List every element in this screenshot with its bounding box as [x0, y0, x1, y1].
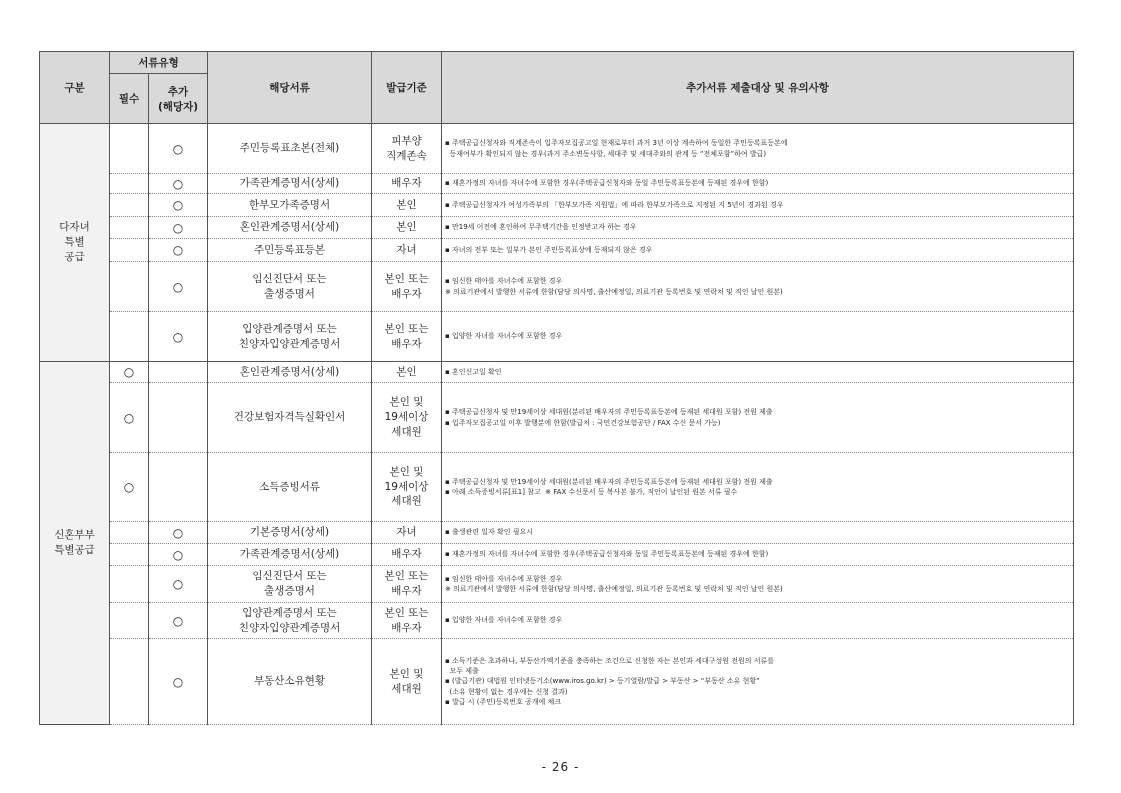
- required-mark: [110, 566, 149, 603]
- additional-mark: [149, 453, 208, 522]
- required-mark: [110, 262, 149, 312]
- required-mark: [110, 544, 149, 566]
- document-name-cell: [208, 194, 372, 217]
- notes-cell: [442, 362, 1074, 383]
- table-row: [40, 383, 1074, 453]
- header-additional-sub: (해당자): [157, 100, 199, 113]
- additional-mark: ○: [149, 262, 208, 312]
- document-name-cell: [208, 312, 372, 362]
- additional-mark: ○: [149, 194, 208, 217]
- document-name: 소득증빙서류: [259, 480, 320, 493]
- document-name: 임신진단서 또는: [252, 570, 327, 583]
- required-mark: [110, 174, 149, 194]
- document-name-cell: [208, 453, 372, 522]
- issuance-basis: 본인 및: [389, 465, 424, 478]
- notes-cell: [442, 194, 1074, 217]
- document-name-cell: [208, 603, 372, 639]
- required-mark: [110, 239, 149, 262]
- issuance-basis-cell: [372, 362, 442, 383]
- issuance-basis-cell: [372, 383, 442, 453]
- issuance-basis: 19세이상: [384, 480, 429, 493]
- document-name: 출생증명서: [264, 585, 315, 597]
- note-line: ▪ 아래 소득증빙서류[표1] 참고 ※ FAX 수신문서 등 복사본 불가, 직인이 날인된 원본 서류 필수: [445, 488, 738, 496]
- additional-mark: ○: [149, 639, 208, 725]
- notes-cell: [442, 124, 1074, 174]
- issuance-basis: 세대원: [391, 425, 422, 438]
- document-name: 임신진단서 또는: [252, 272, 327, 285]
- notes-cell: [442, 639, 1074, 725]
- issuance-basis: 자녀: [396, 526, 417, 539]
- category-line: 신혼부부: [54, 528, 95, 541]
- required-mark: [110, 217, 149, 239]
- header-doc-type: 서류유형: [110, 52, 208, 74]
- note-line: ▪ 임신한 태아를 자녀수에 포함한 경우: [445, 277, 563, 286]
- notes-cell: [442, 312, 1074, 362]
- issuance-basis-cell: [372, 124, 442, 174]
- category-cell: [40, 124, 110, 362]
- note-line: ▪ 임신한 태아를 자녀수에 포함한 경우: [445, 574, 563, 583]
- document-name-cell: [208, 174, 372, 194]
- table-row: [40, 124, 1074, 174]
- document-name-cell: [208, 217, 372, 239]
- notes-cell: [442, 174, 1074, 194]
- category-cell: [40, 362, 110, 725]
- required-mark: [110, 124, 149, 174]
- category-line: 특별: [64, 235, 85, 248]
- document-name: 출생증명서: [264, 287, 315, 300]
- table-row: [40, 312, 1074, 362]
- notes-cell: [442, 603, 1074, 639]
- issuance-basis-cell: [372, 544, 442, 566]
- issuance-basis-cell: [372, 174, 442, 194]
- additional-mark: ○: [149, 544, 208, 566]
- issuance-basis: 본인: [396, 365, 417, 378]
- notes-cell: [442, 217, 1074, 239]
- issuance-basis: 본인 또는: [384, 570, 429, 583]
- additional-mark: ○: [149, 603, 208, 639]
- required-documents-table: [39, 51, 1074, 725]
- additional-mark: ○: [149, 174, 208, 194]
- table-row: [40, 239, 1074, 262]
- issuance-basis-cell: [372, 194, 442, 217]
- document-name-cell: [208, 544, 372, 566]
- table-row: [40, 603, 1074, 639]
- required-mark: ○: [110, 453, 149, 522]
- note-line: ▪ 출생관련 일자 확인 필요시: [445, 528, 534, 537]
- table-row: [40, 639, 1074, 725]
- document-name: 친양자입양관계증명서: [238, 337, 341, 350]
- issuance-basis: 배우자: [391, 585, 422, 597]
- note-line: 모두 제출: [445, 667, 479, 676]
- issuance-basis-cell: [372, 603, 442, 639]
- issuance-basis: 본인 또는: [384, 322, 429, 335]
- document-name-cell: [208, 124, 372, 174]
- table-row: [40, 544, 1074, 566]
- table-row: [40, 174, 1074, 194]
- notes-cell: [442, 262, 1074, 312]
- required-mark: [110, 312, 149, 362]
- document-name: 주민등록표등본: [254, 243, 326, 256]
- note-line: ▪ 주택공급신청자 및 만19세이상 세대원(분리된 배우자의 주민등록표등본에 등재된 세대원 포함) 전원 제출: [445, 477, 773, 486]
- document-name-cell: [208, 239, 372, 262]
- issuance-basis-cell: [372, 453, 442, 522]
- issuance-basis: 본인 또는: [384, 272, 429, 285]
- required-mark: [110, 639, 149, 725]
- document-name-cell: [208, 566, 372, 603]
- issuance-basis: 피부양: [391, 134, 422, 147]
- issuance-basis: 배우자: [391, 177, 422, 190]
- notes-cell: [442, 544, 1074, 566]
- note-line: ▪ 입양한 자녀를 자녀수에 포함한 경우: [445, 616, 563, 625]
- issuance-basis: 배우자: [391, 621, 422, 634]
- additional-mark: [149, 362, 208, 383]
- note-line: ▪ (발급기관) 대법원 인터넷등기소(www.iros.go.kr) > 등기열람/발급 > 부동산 > “부동산 소유 현황”: [445, 677, 760, 686]
- document-name: 친양자입양관계증명서: [238, 621, 341, 634]
- additional-mark: ○: [149, 217, 208, 239]
- issuance-basis: 배우자: [391, 287, 422, 300]
- issuance-basis: 직계존속: [386, 149, 427, 162]
- note-line: ▪ 재혼가정의 자녀를 자녀수에 포함한 경우(주택공급신청자와 동일 주민등록표등본에 등재된 경우에 한함): [445, 179, 769, 188]
- issuance-basis: 본인 또는: [384, 606, 429, 619]
- additional-mark: [149, 383, 208, 453]
- document-name: 가족관계증명서(상세): [239, 177, 340, 190]
- document-name: 부동산소유현황: [254, 675, 326, 688]
- category-line: 특별공급: [54, 544, 95, 556]
- issuance-basis: 본인 및: [389, 396, 424, 409]
- document-name: 혼인관계증명서(상세): [239, 221, 340, 234]
- document-name-cell: [208, 522, 372, 544]
- document-name-cell: [208, 383, 372, 453]
- note-line: ▪ 발급 시 (주민)등록번호 공개에 체크: [445, 697, 562, 706]
- note-line: ▪ 혼인신고일 확인: [445, 367, 502, 376]
- note-line: 등재여부가 확인되지 않는 경우(과거 주소변동사항, 세대주 및 세대주와의 관계 등 “전체포함”하여 발급): [445, 149, 767, 158]
- issuance-basis: 본인: [396, 221, 417, 234]
- header-additional-label: 추가: [167, 85, 189, 98]
- issuance-basis-cell: [372, 639, 442, 725]
- header-basis: 발급기준: [372, 52, 442, 124]
- table-row: [40, 566, 1074, 603]
- notes-cell: [442, 453, 1074, 522]
- issuance-basis: 세대원: [391, 682, 422, 695]
- required-mark: ○: [110, 362, 149, 383]
- document-name: 혼인관계증명서(상세): [239, 365, 340, 378]
- note-line: ▪ 입양한 자녀를 자녀수에 포함한 경우: [445, 332, 563, 341]
- document-name-cell: [208, 639, 372, 725]
- required-mark: [110, 522, 149, 544]
- table-row: [40, 522, 1074, 544]
- additional-mark: ○: [149, 124, 208, 174]
- category-line: 공급: [64, 251, 85, 264]
- header-notes: 추가서류 제출대상 및 유의사항: [442, 52, 1074, 124]
- additional-mark: ○: [149, 312, 208, 362]
- document-name: 입양관계증명서 또는: [242, 322, 337, 335]
- header-additional: [149, 74, 208, 124]
- notes-cell: [442, 239, 1074, 262]
- issuance-basis-cell: [372, 312, 442, 362]
- issuance-basis: 본인 및: [389, 667, 424, 680]
- notes-cell: [442, 383, 1074, 453]
- header-category: 구분: [40, 52, 110, 124]
- document-name: 건강보험자격득실확인서: [233, 411, 346, 424]
- table-body: [40, 124, 1074, 725]
- document-name: 기본증명서(상세): [249, 526, 330, 539]
- additional-mark: ○: [149, 566, 208, 603]
- required-mark: ○: [110, 383, 149, 453]
- table-row: [40, 262, 1074, 312]
- document-name: 주민등록표초본(전체): [239, 142, 340, 155]
- notes-cell: [442, 522, 1074, 544]
- required-mark: [110, 603, 149, 639]
- additional-mark: ○: [149, 239, 208, 262]
- issuance-basis: 본인: [396, 198, 417, 211]
- note-line: ▪ 재혼가정의 자녀를 자녀수에 포함한 경우(주택공급신청자와 동일 주민등록표등본에 등재된 경우에 한함): [445, 550, 769, 559]
- issuance-basis: 19세이상: [384, 411, 429, 424]
- required-mark: [110, 194, 149, 217]
- category-line: 다자녀: [59, 220, 90, 233]
- document-name: 가족관계증명서(상세): [239, 548, 340, 561]
- additional-mark: ○: [149, 522, 208, 544]
- issuance-basis-cell: [372, 217, 442, 239]
- issuance-basis: 배우자: [391, 337, 422, 350]
- table-row: [40, 194, 1074, 217]
- issuance-basis-cell: [372, 239, 442, 262]
- table-row: [40, 217, 1074, 239]
- document-name: 한부모가족증명서: [248, 198, 331, 211]
- document-name: 입양관계증명서 또는: [242, 606, 337, 619]
- note-line: ▪ 입주자모집공고일 이후 발행분에 한함(발급처 : 국민건강보험공단 / FAX 수신 문서 가능): [445, 418, 721, 427]
- document-name-cell: [208, 362, 372, 383]
- issuance-basis-cell: [372, 262, 442, 312]
- issuance-basis: 세대원: [391, 495, 422, 508]
- note-line: ▪ 주택공급신청자 및 만19세이상 세대원(분리된 배우자의 주민등록표등본에 등재된 세대원 포함) 전원 제출: [445, 408, 773, 417]
- issuance-basis-cell: [372, 566, 442, 603]
- note-line: ▪ 만19세 이전에 혼인하여 무주택기간을 인정받고자 하는 경우: [445, 223, 637, 232]
- issuance-basis-cell: [372, 522, 442, 544]
- page-number: - 26 -: [541, 760, 580, 774]
- note-line: ▪ 주택공급신청자와 직계존속이 입주자모집공고일 현재로부터 과거 3년 이상 계속하여 동일한 주민등록표등본에: [445, 139, 788, 148]
- issuance-basis: 자녀: [396, 243, 417, 256]
- note-line: ▪ 소득기준은 초과하나, 부동산가액기준을 충족하는 조건으로 신청한 자는 본인과 세대구성원 전원의 서류를: [445, 657, 774, 666]
- note-line: (소유 현황이 없는 경우에는 신청 결과): [445, 687, 568, 696]
- issuance-basis: 배우자: [391, 548, 422, 561]
- note-line: ※ 의료기관에서 발행한 서류에 한함(담당 의사명, 출산예정일, 의료기관 등록번호 및 연락처 및 직인 날인 원본): [445, 287, 783, 296]
- note-line: ※ 의료기관에서 발행한 서류에 한함(담당 의사명, 출산예정일, 의료기관 등록번호 및 연락처 및 직인 날인 원본): [445, 585, 783, 593]
- header-document: 해당서류: [208, 52, 372, 124]
- table-row: [40, 453, 1074, 522]
- document-name-cell: [208, 262, 372, 312]
- table-row: [40, 362, 1074, 383]
- note-line: ▪ 주택공급신청자가 여성가족부의 「한부모가족 지원법」에 따라 한부모가족으로 지정된 지 5년이 경과된 경우: [445, 200, 784, 209]
- note-line: ▪ 자녀의 전부 또는 일부가 본인 주민등록표상에 등재되지 않은 경우: [445, 245, 653, 254]
- header-required: 필수: [110, 74, 149, 124]
- notes-cell: [442, 566, 1074, 603]
